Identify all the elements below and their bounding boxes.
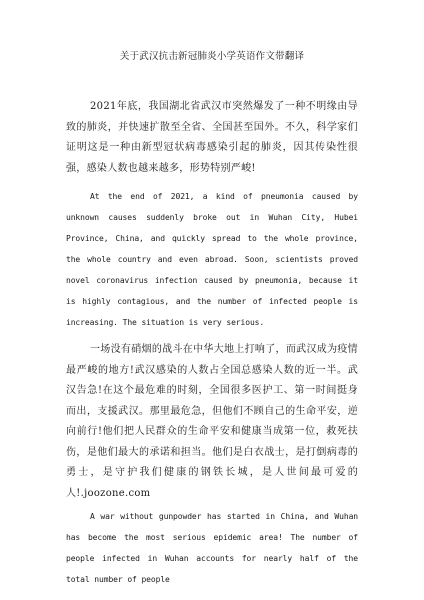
chinese-paragraph-1: 2021年底，我国湖北省武汉市突然爆发了一种不明缘由导致的肺炎，并快速扩散至全省、全国甚至国外。不久，科学家们证明这是一种由新型冠状病毒感染引起的肺炎，因其传染性很强，感染人数也越来越多，形势特别严峻! xyxy=(66,101,358,174)
english-paragraph-2: A war without gunpowder has started in China, and Wuhan has become the most serious epidemic area! The number of people infected in Wuhan accounts for nearly half of the total number of people xyxy=(66,512,358,584)
english-paragraph-1: At the end of 2021, a kind of pneumonia caused by unknown causes suddenly broke out in Wuhan City, Hubei Province, China, and quickly spread to the whole province, the whole country and even abroad. Soon, scientists proved novel coronavirus infection caused by pneumonia, because it is highly contagious, and the number of infected people is increasing. The situation is very serious. xyxy=(66,192,358,327)
document-title: 关于武汉抗击新冠肺炎小学英语作文带翻译 xyxy=(119,51,305,62)
chinese-paragraph-2: 一场没有硝烟的战斗在中华大地上打响了，而武汉成为疫情最严峻的地方!武汉感染的人数占全国总感染人数的近一半。武汉告急!在这个最危难的时刻，全国很多医护工、第一时间挺身而出，支援武汉。那里最危急，但他们不顾自己的生命平安，逆向前行!他们把人民群众的生命平安和健康当成第一位，救死扶伤，是他们最大的承诺和担当。他们是白衣战士，是打倒病毒的勇士，是守护我们健康的钢铁长城，是人世间最可爱的人!.joozone.com xyxy=(66,344,358,499)
